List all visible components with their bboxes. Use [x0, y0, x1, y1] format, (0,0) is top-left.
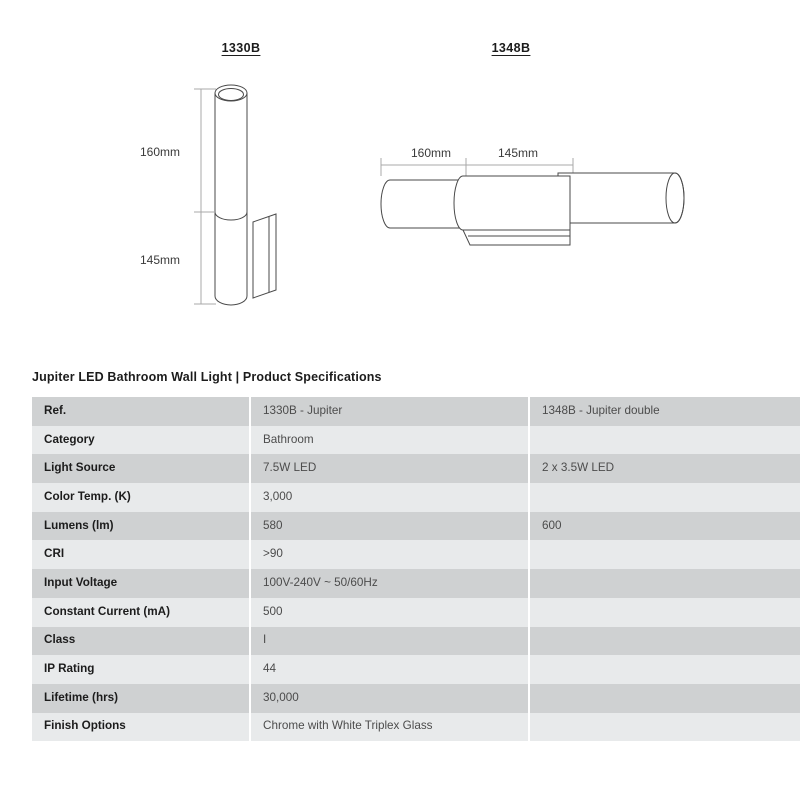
product-line-drawings-svg: [0, 0, 800, 360]
middle-section-1348b: [454, 176, 570, 230]
spec-value-1330b: >90: [250, 540, 529, 569]
spec-label: CRI: [32, 540, 250, 569]
spec-value-1330b: 7.5W LED: [250, 454, 529, 483]
table-row: [32, 598, 800, 627]
drawing-1330b: [194, 85, 276, 305]
dimension-label-1330b-upper: 160mm: [140, 145, 181, 159]
spec-value-1348b: [529, 426, 800, 455]
table-row: [32, 627, 800, 656]
spec-label: Constant Current (mA): [32, 598, 250, 627]
table-row: [32, 569, 800, 598]
table-row: [32, 684, 800, 713]
specifications-table-body: [32, 397, 800, 741]
spec-value-1330b: 44: [250, 655, 529, 684]
table-row: [32, 397, 800, 426]
dimension-label-1348b-right: 145mm: [497, 146, 538, 160]
spec-label: Category: [32, 426, 250, 455]
specifications-heading: Jupiter LED Bathroom Wall Light | Product Specifications: [32, 370, 382, 384]
spec-value-1348b: [529, 655, 800, 684]
technical-drawings-area: [0, 0, 800, 360]
table-row: [32, 483, 800, 512]
spec-value-1330b: 3,000: [250, 483, 529, 512]
bracket-plate-1330b: [253, 214, 276, 298]
specifications-section: [32, 370, 768, 741]
spec-value-1348b: [529, 598, 800, 627]
spec-value-1348b: [529, 540, 800, 569]
table-row: [32, 540, 800, 569]
spec-value-1348b: [529, 713, 800, 742]
spec-value-1330b: Chrome with White Triplex Glass: [250, 713, 529, 742]
spec-label: Ref.: [32, 397, 250, 426]
spec-value-1330b: 100V-240V ~ 50/60Hz: [250, 569, 529, 598]
drawing-title-1330b: 1330B: [221, 41, 261, 55]
left-cylinder-1348b: [381, 180, 466, 228]
table-row: [32, 454, 800, 483]
spec-label: Input Voltage: [32, 569, 250, 598]
spec-label: Lifetime (hrs): [32, 684, 250, 713]
spec-value-1330b: 500: [250, 598, 529, 627]
dimension-label-1330b-lower: 145mm: [140, 253, 181, 267]
drawing-1348b: [381, 158, 684, 245]
spec-label: Color Temp. (K): [32, 483, 250, 512]
spec-value-1330b: 580: [250, 512, 529, 541]
upper-cylinder-1330b: [215, 93, 247, 220]
spec-value-1348b: [529, 684, 800, 713]
table-row: [32, 713, 800, 742]
spec-label: Light Source: [32, 454, 250, 483]
spec-label: Class: [32, 627, 250, 656]
right-cylinder-1348b: [558, 173, 684, 223]
spec-value-1348b: 600: [529, 512, 800, 541]
spec-label: Finish Options: [32, 713, 250, 742]
spec-value-1348b: 2 x 3.5W LED: [529, 454, 800, 483]
spec-value-1330b: 1330B - Jupiter: [250, 397, 529, 426]
drawing-title-1348b: 1348B: [491, 41, 531, 55]
specifications-table: [32, 397, 800, 741]
top-cap-1330b: [215, 85, 247, 101]
spec-value-1330b: I: [250, 627, 529, 656]
table-row: [32, 655, 800, 684]
mount-plate-1348b: [463, 230, 570, 245]
spec-value-1348b: [529, 483, 800, 512]
table-row: [32, 512, 800, 541]
spec-value-1348b: 1348B - Jupiter double: [529, 397, 800, 426]
table-row: [32, 426, 800, 455]
spec-value-1330b: Bathroom: [250, 426, 529, 455]
spec-value-1348b: [529, 627, 800, 656]
spec-value-1330b: 30,000: [250, 684, 529, 713]
spec-label: Lumens (lm): [32, 512, 250, 541]
dimension-label-1348b-left: 160mm: [410, 146, 451, 160]
spec-value-1348b: [529, 569, 800, 598]
lower-cylinder-1330b: [215, 212, 247, 305]
spec-label: IP Rating: [32, 655, 250, 684]
